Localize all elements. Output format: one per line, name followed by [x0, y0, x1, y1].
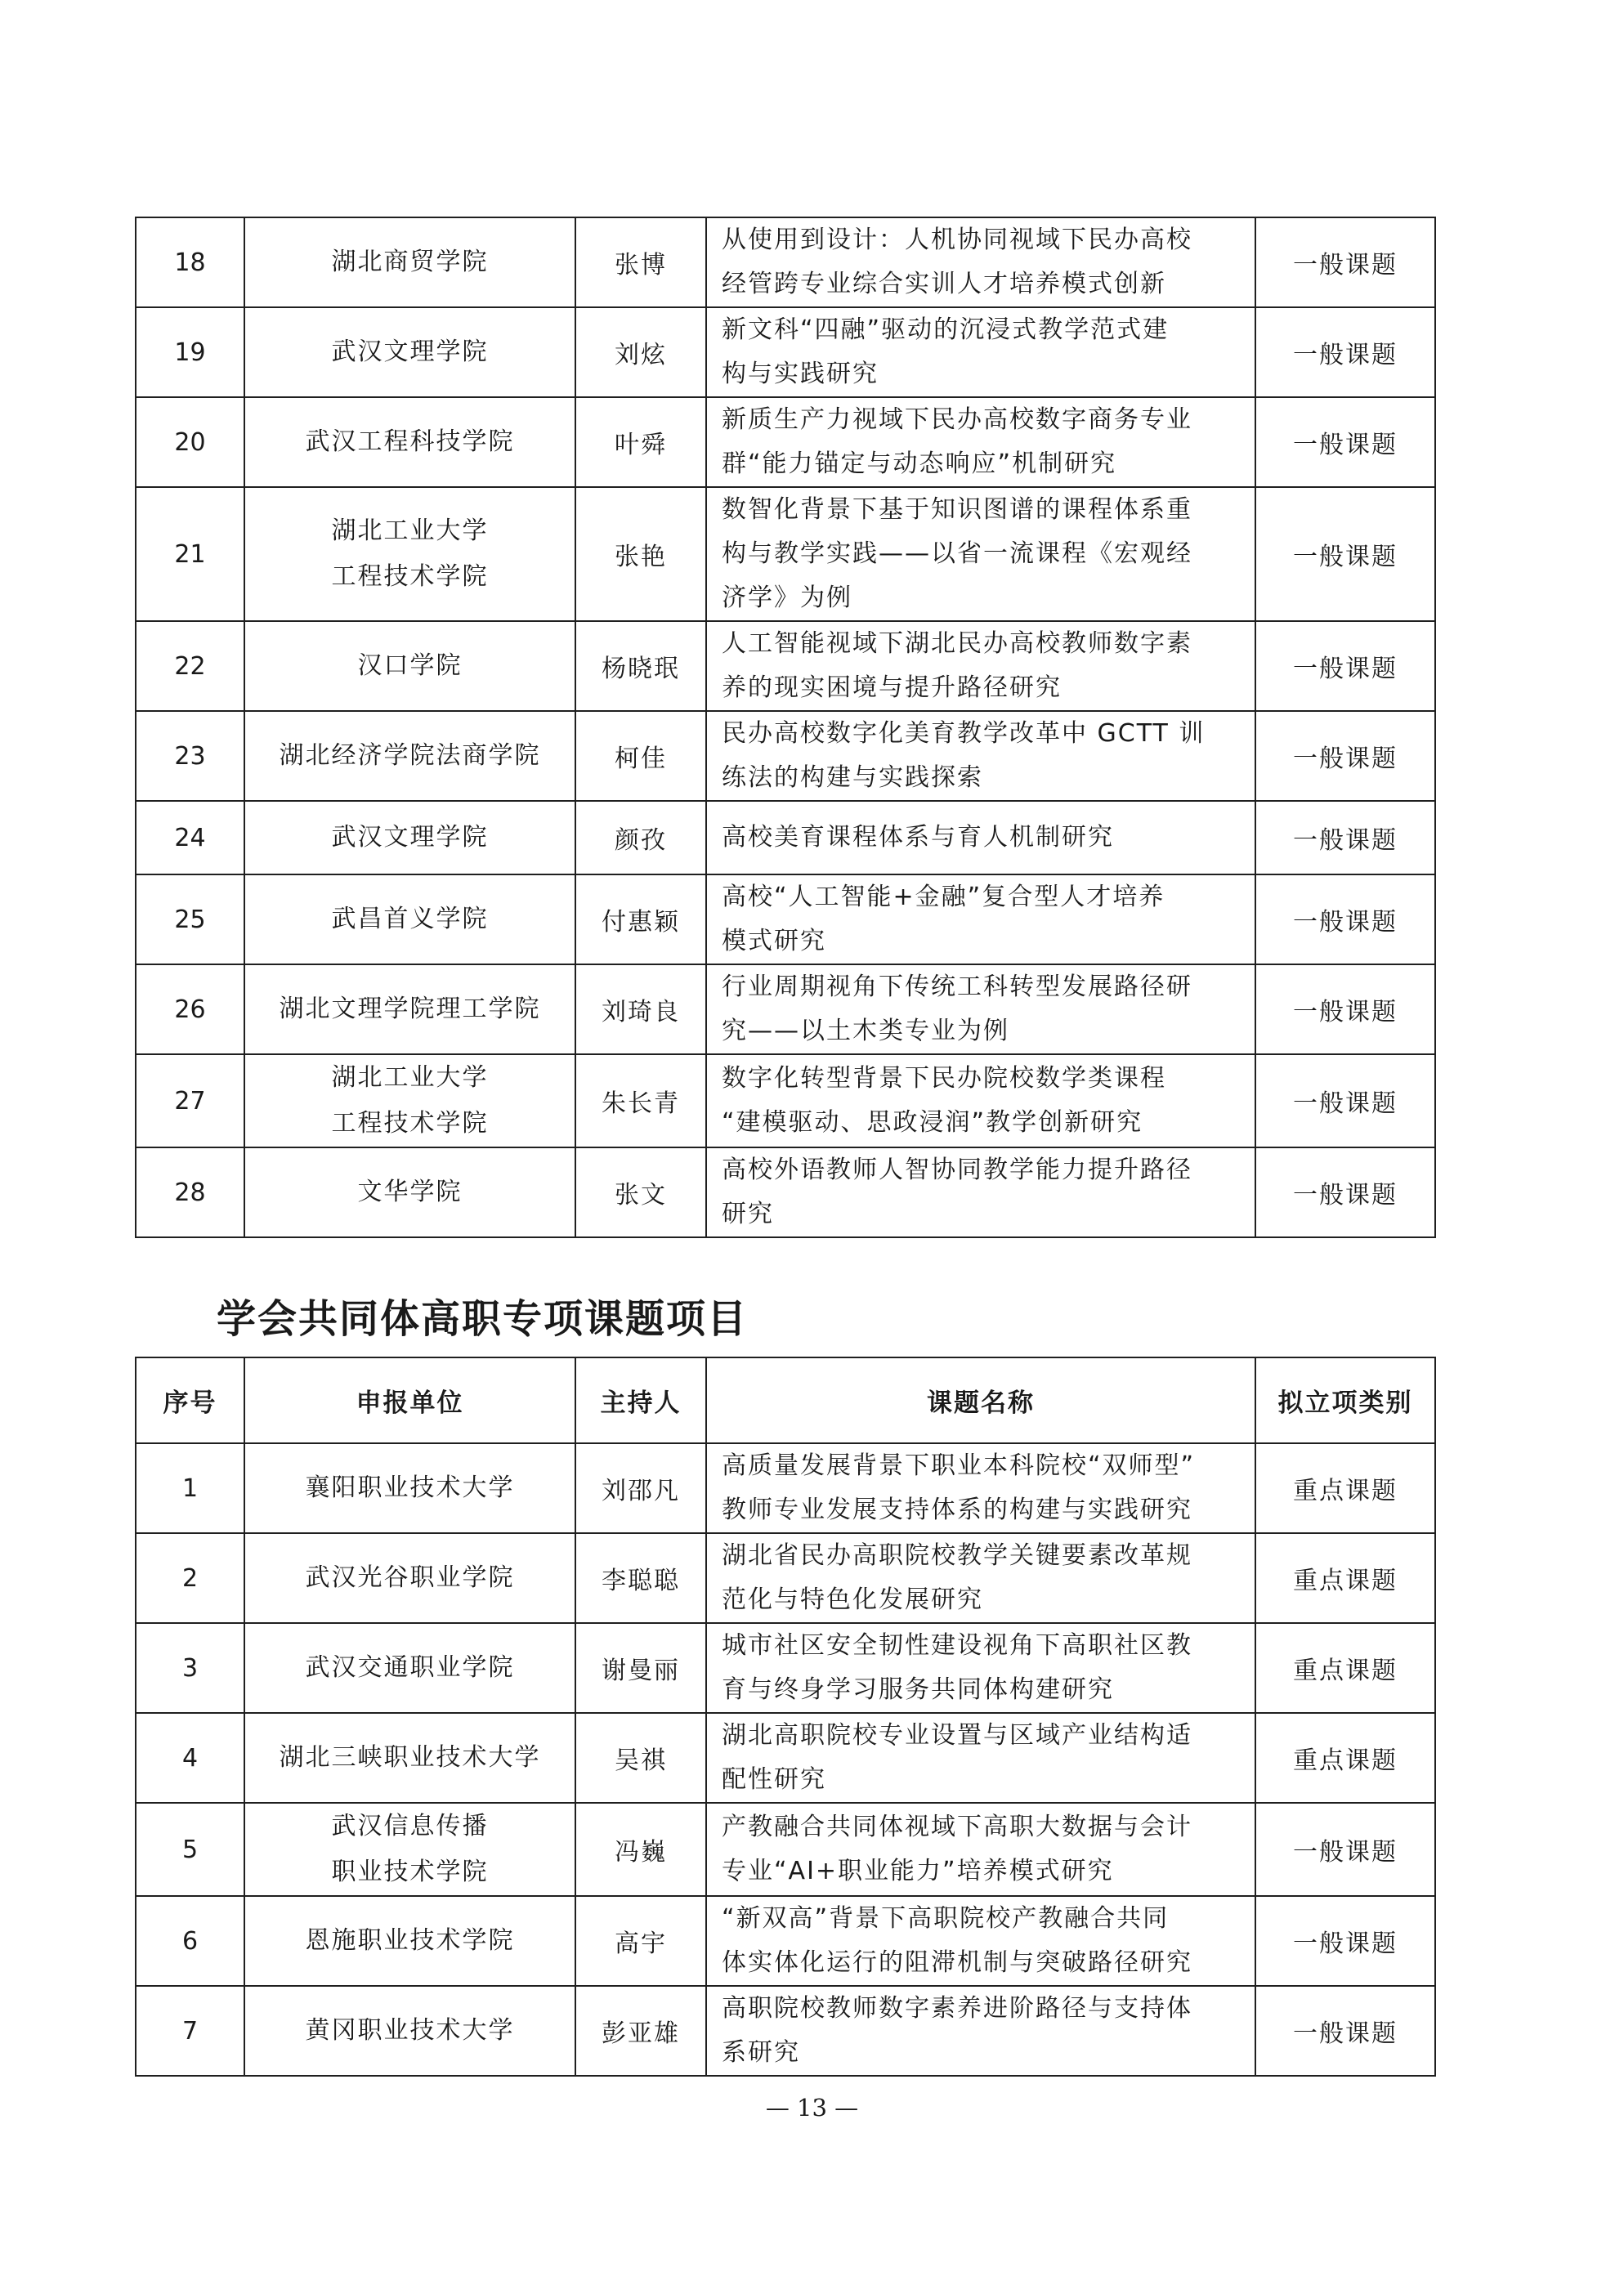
cell-unit [244, 1623, 575, 1713]
title-line: 从使用到设计：人机协同视域下民办高校 [722, 226, 1192, 254]
table-row [136, 1803, 1435, 1896]
cell-index: 2 [136, 1533, 244, 1623]
header-index: 序号 [136, 1357, 244, 1443]
cell-index: 7 [136, 1986, 244, 2076]
project-table-continued-body [136, 217, 1435, 1237]
cell-title [706, 621, 1255, 711]
title-line: 产教融合共同体视域下高职大数据与会计 [722, 1813, 1192, 1841]
cell-unit [244, 1986, 575, 2076]
cell-category: 一般课题 [1255, 1803, 1435, 1896]
title-line: 系研究 [722, 2038, 800, 2067]
cell-index: 5 [136, 1803, 244, 1896]
unit-line: 武汉光谷职业学院 [305, 1563, 515, 1592]
table-row [136, 1623, 1435, 1713]
cell-title [706, 711, 1255, 801]
cell-title [706, 1986, 1255, 2076]
title-line: 济学》为例 [722, 584, 852, 612]
unit-line: 工程技术学院 [331, 1109, 489, 1138]
cell-index: 3 [136, 1623, 244, 1713]
cell-unit [244, 1054, 575, 1147]
unit-line: 文华学院 [357, 1178, 463, 1206]
cell-index: 28 [136, 1147, 244, 1237]
title-line: 民办高校数字化美育教学改革中 GCTT 训 [722, 719, 1206, 748]
cell-host: 刘琦良 [575, 964, 706, 1054]
unit-line: 武汉文理学院 [331, 823, 489, 852]
cell-title [706, 487, 1255, 621]
project-table-continued [135, 217, 1436, 1238]
cell-host: 冯巍 [575, 1803, 706, 1896]
cell-category: 一般课题 [1255, 621, 1435, 711]
title-line: 湖北高职院校专业设置与区域产业结构适 [722, 1721, 1192, 1750]
cell-category: 一般课题 [1255, 964, 1435, 1054]
cell-host: 杨晓珉 [575, 621, 706, 711]
cell-unit [244, 874, 575, 964]
unit-line: 武汉文理学院 [331, 338, 489, 366]
title-line: 养的现实困境与提升路径研究 [722, 673, 1062, 702]
unit-line: 湖北文理学院理工学院 [279, 995, 541, 1023]
cell-host: 颜孜 [575, 801, 706, 874]
unit-line: 襄阳职业技术大学 [305, 1473, 515, 1502]
cell-category: 一般课题 [1255, 1896, 1435, 1986]
cell-category: 一般课题 [1255, 1054, 1435, 1147]
cell-category: 一般课题 [1255, 1147, 1435, 1237]
cell-title [706, 1623, 1255, 1713]
cell-host: 张艳 [575, 487, 706, 621]
table-row [136, 397, 1435, 487]
title-line: 湖北省民办高职院校教学关键要素改革规 [722, 1541, 1192, 1570]
table-row [136, 1986, 1435, 2076]
title-line: 行业周期视角下传统工科转型发展路径研 [722, 973, 1192, 1001]
table-row [136, 1443, 1435, 1533]
title-line: 高校美育课程体系与育人机制研究 [722, 823, 1114, 852]
unit-line: 黄冈职业技术大学 [305, 2016, 515, 2045]
table-row [136, 487, 1435, 621]
title-line: 练法的构建与实践探索 [722, 763, 983, 792]
cell-category: 一般课题 [1255, 1986, 1435, 2076]
cell-index: 22 [136, 621, 244, 711]
table-row [136, 801, 1435, 874]
cell-title [706, 801, 1255, 874]
cell-unit [244, 307, 575, 397]
title-line: 构与实践研究 [722, 360, 879, 388]
cell-category: 重点课题 [1255, 1623, 1435, 1713]
cell-title [706, 964, 1255, 1054]
header-title: 课题名称 [706, 1357, 1255, 1443]
unit-line: 职业技术学院 [331, 1858, 489, 1886]
cell-unit [244, 397, 575, 487]
unit-line: 湖北工业大学 [331, 1063, 489, 1092]
title-line: 高校“人工智能+金融”复合型人才培养 [722, 883, 1165, 911]
title-line: 范化与特色化发展研究 [722, 1585, 983, 1614]
cell-host: 张文 [575, 1147, 706, 1237]
cell-unit [244, 801, 575, 874]
header-category: 拟立项类别 [1255, 1357, 1435, 1443]
unit-line: 武汉工程科技学院 [305, 427, 515, 456]
cell-host: 张博 [575, 217, 706, 307]
title-line: 高校外语教师人智协同教学能力提升路径 [722, 1156, 1192, 1184]
cell-title [706, 1443, 1255, 1533]
cell-index: 19 [136, 307, 244, 397]
cell-host: 彭亚雄 [575, 1986, 706, 2076]
cell-index: 6 [136, 1896, 244, 1986]
cell-unit [244, 1443, 575, 1533]
title-line: 经管跨专业综合实训人才培养模式创新 [722, 270, 1166, 298]
unit-line: 湖北商贸学院 [331, 248, 489, 276]
unit-line: 武汉交通职业学院 [305, 1653, 515, 1682]
cell-index: 18 [136, 217, 244, 307]
title-line: 模式研究 [722, 927, 826, 955]
title-line: 高职院校教师数字素养进阶路径与支持体 [722, 1994, 1192, 2023]
cell-index: 20 [136, 397, 244, 487]
cell-host: 吴祺 [575, 1713, 706, 1803]
cell-title [706, 1803, 1255, 1896]
title-line: 人工智能视域下湖北民办高校教师数字素 [722, 629, 1192, 658]
cell-host: 刘邵凡 [575, 1443, 706, 1533]
cell-category: 一般课题 [1255, 711, 1435, 801]
cell-index: 1 [136, 1443, 244, 1533]
unit-line: 汉口学院 [357, 651, 463, 680]
cell-category: 一般课题 [1255, 801, 1435, 874]
cell-category: 一般课题 [1255, 874, 1435, 964]
cell-host: 叶舜 [575, 397, 706, 487]
cell-host: 刘炫 [575, 307, 706, 397]
title-line: 体实体化运行的阻滞机制与突破路径研究 [722, 1948, 1192, 1977]
cell-unit [244, 217, 575, 307]
title-line: 研究 [722, 1200, 774, 1228]
title-line: 构与教学实践——以省一流课程《宏观经 [722, 539, 1192, 568]
table-row [136, 1147, 1435, 1237]
table-row [136, 1533, 1435, 1623]
cell-unit [244, 621, 575, 711]
cell-category: 一般课题 [1255, 307, 1435, 397]
header-host: 主持人 [575, 1357, 706, 1443]
cell-unit [244, 487, 575, 621]
title-line: 育与终身学习服务共同体构建研究 [722, 1675, 1114, 1704]
unit-line: 湖北工业大学 [331, 516, 489, 545]
table-row [136, 307, 1435, 397]
cell-unit [244, 1896, 575, 1986]
unit-line: 武汉信息传播 [331, 1812, 489, 1840]
section-title: 学会共同体高职专项课题项目 [217, 1296, 749, 1342]
vocational-project-table-body [136, 1443, 1435, 2076]
title-line: 专业“AI+职业能力”培养模式研究 [722, 1857, 1114, 1885]
cell-category: 重点课题 [1255, 1533, 1435, 1623]
title-line: 配性研究 [722, 1765, 826, 1794]
cell-unit [244, 1147, 575, 1237]
cell-host: 李聪聪 [575, 1533, 706, 1623]
cell-category: 重点课题 [1255, 1713, 1435, 1803]
table-row [136, 874, 1435, 964]
cell-title [706, 1533, 1255, 1623]
title-line: 教师专业发展支持体系的构建与实践研究 [722, 1496, 1192, 1524]
cell-index: 26 [136, 964, 244, 1054]
cell-host: 谢曼丽 [575, 1623, 706, 1713]
title-line: 新文科“四融”驱动的沉浸式教学范式建 [722, 315, 1170, 344]
table-row [136, 217, 1435, 307]
table-header-row [136, 1357, 1435, 1443]
cell-category: 一般课题 [1255, 487, 1435, 621]
cell-index: 23 [136, 711, 244, 801]
page-number: — 13 — [765, 2094, 859, 2122]
table-row [136, 711, 1435, 801]
table-row [136, 1896, 1435, 1986]
header-unit: 申报单位 [244, 1357, 575, 1443]
cell-title [706, 1147, 1255, 1237]
cell-unit [244, 711, 575, 801]
title-line: 高质量发展背景下职业本科院校“双师型” [722, 1451, 1196, 1480]
cell-unit [244, 1713, 575, 1803]
cell-title [706, 874, 1255, 964]
cell-unit [244, 1533, 575, 1623]
table-row [136, 1054, 1435, 1147]
title-line: 数智化背景下基于知识图谱的课程体系重 [722, 495, 1192, 524]
cell-category: 一般课题 [1255, 217, 1435, 307]
title-line: 究——以土木类专业为例 [722, 1017, 1009, 1045]
cell-title [706, 217, 1255, 307]
cell-title [706, 1896, 1255, 1986]
cell-title [706, 1054, 1255, 1147]
title-line: “建模驱动、思政浸润”教学创新研究 [722, 1108, 1143, 1137]
cell-host: 朱长青 [575, 1054, 706, 1147]
cell-title [706, 1713, 1255, 1803]
cell-unit [244, 964, 575, 1054]
cell-index: 21 [136, 487, 244, 621]
unit-line: 恩施职业技术学院 [305, 1926, 515, 1955]
title-line: 数字化转型背景下民办院校数学类课程 [722, 1064, 1166, 1093]
cell-category: 重点课题 [1255, 1443, 1435, 1533]
cell-index: 25 [136, 874, 244, 964]
cell-host: 高宇 [575, 1896, 706, 1986]
title-line: 群“能力锚定与动态响应”机制研究 [722, 449, 1117, 478]
cell-index: 27 [136, 1054, 244, 1147]
title-line: “新双高”背景下高职院校产教融合共同 [722, 1904, 1170, 1933]
cell-index: 4 [136, 1713, 244, 1803]
title-line: 新质生产力视域下民办高校数字商务专业 [722, 405, 1192, 434]
unit-line: 湖北三峡职业技术大学 [279, 1743, 541, 1772]
title-line: 城市社区安全韧性建设视角下高职社区教 [722, 1631, 1192, 1660]
cell-host: 付惠颖 [575, 874, 706, 964]
cell-index: 24 [136, 801, 244, 874]
unit-line: 湖北经济学院法商学院 [279, 741, 541, 770]
unit-line: 工程技术学院 [331, 562, 489, 591]
table-row [136, 964, 1435, 1054]
table-row [136, 1713, 1435, 1803]
cell-category: 一般课题 [1255, 397, 1435, 487]
vocational-project-table [135, 1357, 1436, 2077]
cell-title [706, 397, 1255, 487]
cell-host: 柯佳 [575, 711, 706, 801]
cell-title [706, 307, 1255, 397]
table-row [136, 621, 1435, 711]
unit-line: 武昌首义学院 [331, 905, 489, 933]
cell-unit [244, 1803, 575, 1896]
